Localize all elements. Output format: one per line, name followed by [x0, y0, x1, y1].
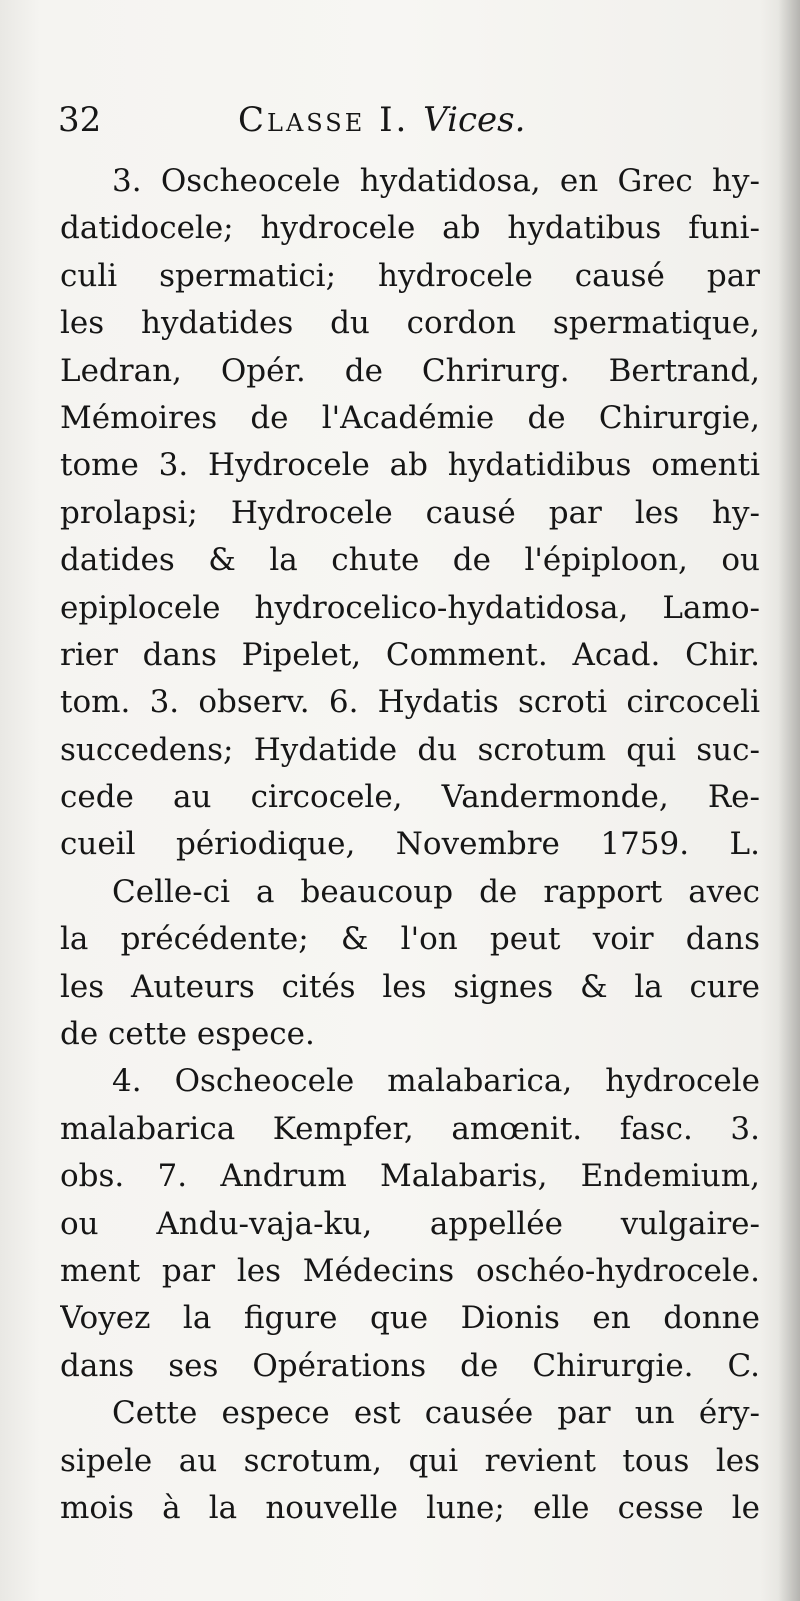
text-line: tom. 3. observ. 6. Hydatis scroti circoceli [60, 684, 760, 721]
page-header [58, 100, 758, 150]
text-line: cede au circocele, Vandermonde, Re- [60, 779, 760, 816]
text-line: la précédente; & l'on peut voir dans [60, 921, 760, 958]
text-line: datides & la chute de l'épiploon, ou [60, 542, 760, 579]
text-line: Voyez la figure que Dionis en donne [60, 1300, 760, 1337]
text-line: les Auteurs cités les signes & la cure [60, 968, 760, 1005]
text-line: epiplocele hydrocelico-hydatidosa, Lamo- [60, 589, 760, 626]
text-line: Celle-ci a beaucoup de rapport avec [112, 873, 760, 910]
text-line: ou Andu-vaja-ku, appellée vulgaire- [60, 1205, 760, 1242]
text-line: de cette espece. [60, 1016, 315, 1053]
text-line: 4. Oscheocele malabarica, hydrocele [112, 1063, 760, 1100]
text-line: ment par les Médecins oschéo-hydrocele. [60, 1252, 760, 1289]
text-line: malabarica Kempfer, amœnit. fasc. 3. [60, 1110, 760, 1147]
text-line: prolapsi; Hydrocele causé par les hy- [60, 494, 760, 531]
text-line: Ledran, Opér. de Chrirurg. Bertrand, [60, 352, 760, 389]
text-line: cueil périodique, Novembre 1759. L. [60, 826, 760, 863]
text-line: dans ses Opérations de Chirurgie. C. [60, 1347, 760, 1384]
text-line: les hydatides du cordon spermatique, [60, 305, 760, 342]
page-number: 32 [58, 100, 102, 140]
running-title [238, 100, 525, 140]
text-line: obs. 7. Andrum Malabaris, Endemium, [60, 1158, 760, 1195]
text-line: Cette espece est causée par un éry- [112, 1395, 760, 1432]
text-line: Mémoires de l'Académie de Chirurgie, [60, 399, 760, 436]
text-line: rier dans Pipelet, Comment. Acad. Chir. [60, 636, 760, 673]
running-title-classe: Classe I. [238, 100, 410, 140]
page-binding-shadow [778, 0, 800, 1601]
text-line: sipele au scrotum, qui revient tous les [60, 1442, 760, 1479]
running-title-section: Vices. [423, 100, 526, 140]
text-line: culi spermatici; hydrocele causé par [60, 257, 760, 294]
text-line: 3. Oscheocele hydatidosa, en Grec hy- [112, 163, 760, 199]
text-line: tome 3. Hydrocele ab hydatidibus omenti [60, 447, 760, 484]
body-text [60, 158, 760, 1532]
text-line: datidocele; hydrocele ab hydatibus funi- [60, 210, 760, 247]
text-line: succedens; Hydatide du scrotum qui suc- [60, 731, 760, 768]
text-line: mois à la nouvelle lune; elle cesse le [60, 1489, 760, 1526]
